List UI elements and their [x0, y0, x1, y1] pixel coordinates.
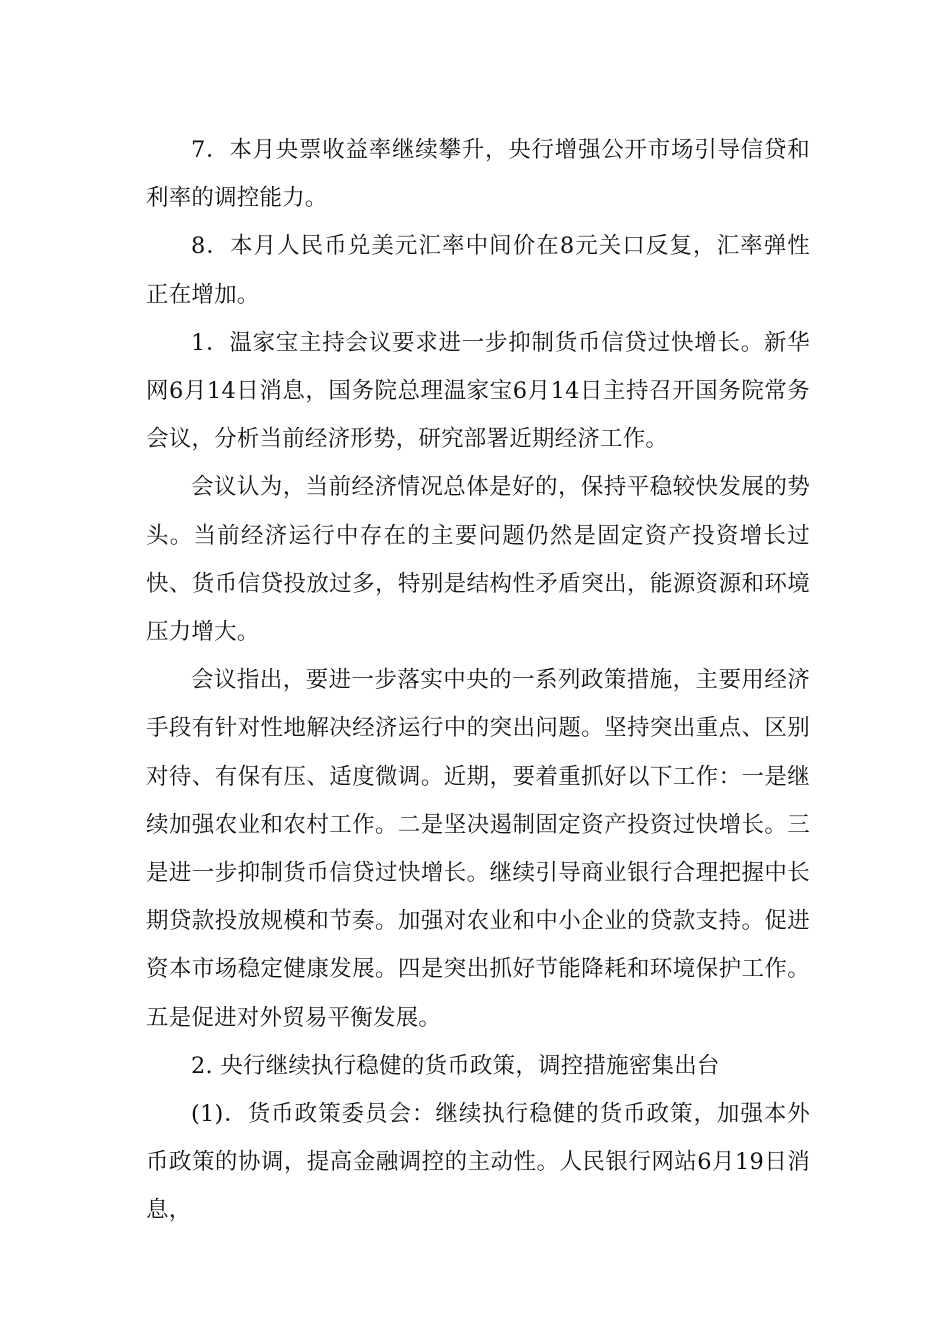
- paragraph-meeting-directives: 会议指出，要进一步落实中央的一系列政策措施，主要用经济手段有针对性地解决经济运行中的突出问题。坚持突出重点、区别对待、有保有压、适度微调。近期，要着重抓好以下工作：一是继续加强农业和农村工作。二是坚决遏制固定资产投资过快增长。三是进一步抑制货币信贷过快增长。继续引导商业银行合理把握中长期贷款投放规模和节奏。加强对农业和中小企业的贷款支持。促进资本市场稳定健康发展。四是突出抓好节能降耗和环境保护工作。五是促进对外贸易平衡发展。: [146, 667, 810, 1031]
- paragraph-1-state-council-meeting: 1．温家宝主持会议要求进一步抑制货币信贷过快增长。新华网6月14日消息，国务院总理温家宝6月14日主持召开国务院常务会议，分析当前经济形势，研究部署近期经济工作。: [146, 329, 810, 453]
- paragraph-8-rmb-exchange-rate: 8．本月人民币兑美元汇率中间价在8元关口反复，汇率弹性正在增加。: [146, 233, 810, 308]
- paragraph-monetary-policy-committee: (1)．货币政策委员会：继续执行稳健的货币政策，加强本外币政策的协调，提高金融调控的主动性。人民银行网站6月19日消息，: [146, 1101, 810, 1224]
- paragraph-meeting-assessment: 会议认为，当前经济情况总体是好的，保持平稳较快发展的势头。当前经济运行中存在的主要问题仍然是固定资产投资增长过快、货币信贷投放过多，特别是结构性矛盾突出，能源资源和环境压力增大。: [146, 474, 810, 646]
- document-body: [146, 126, 810, 1235]
- paragraph-7-pboc-bills: 7．本月央票收益率继续攀升，央行增强公开市场引导信贷和利率的调控能力。: [146, 137, 810, 212]
- section-heading-2: 2. 央行继续执行稳健的货币政策，调控措施密集出台: [191, 1052, 720, 1079]
